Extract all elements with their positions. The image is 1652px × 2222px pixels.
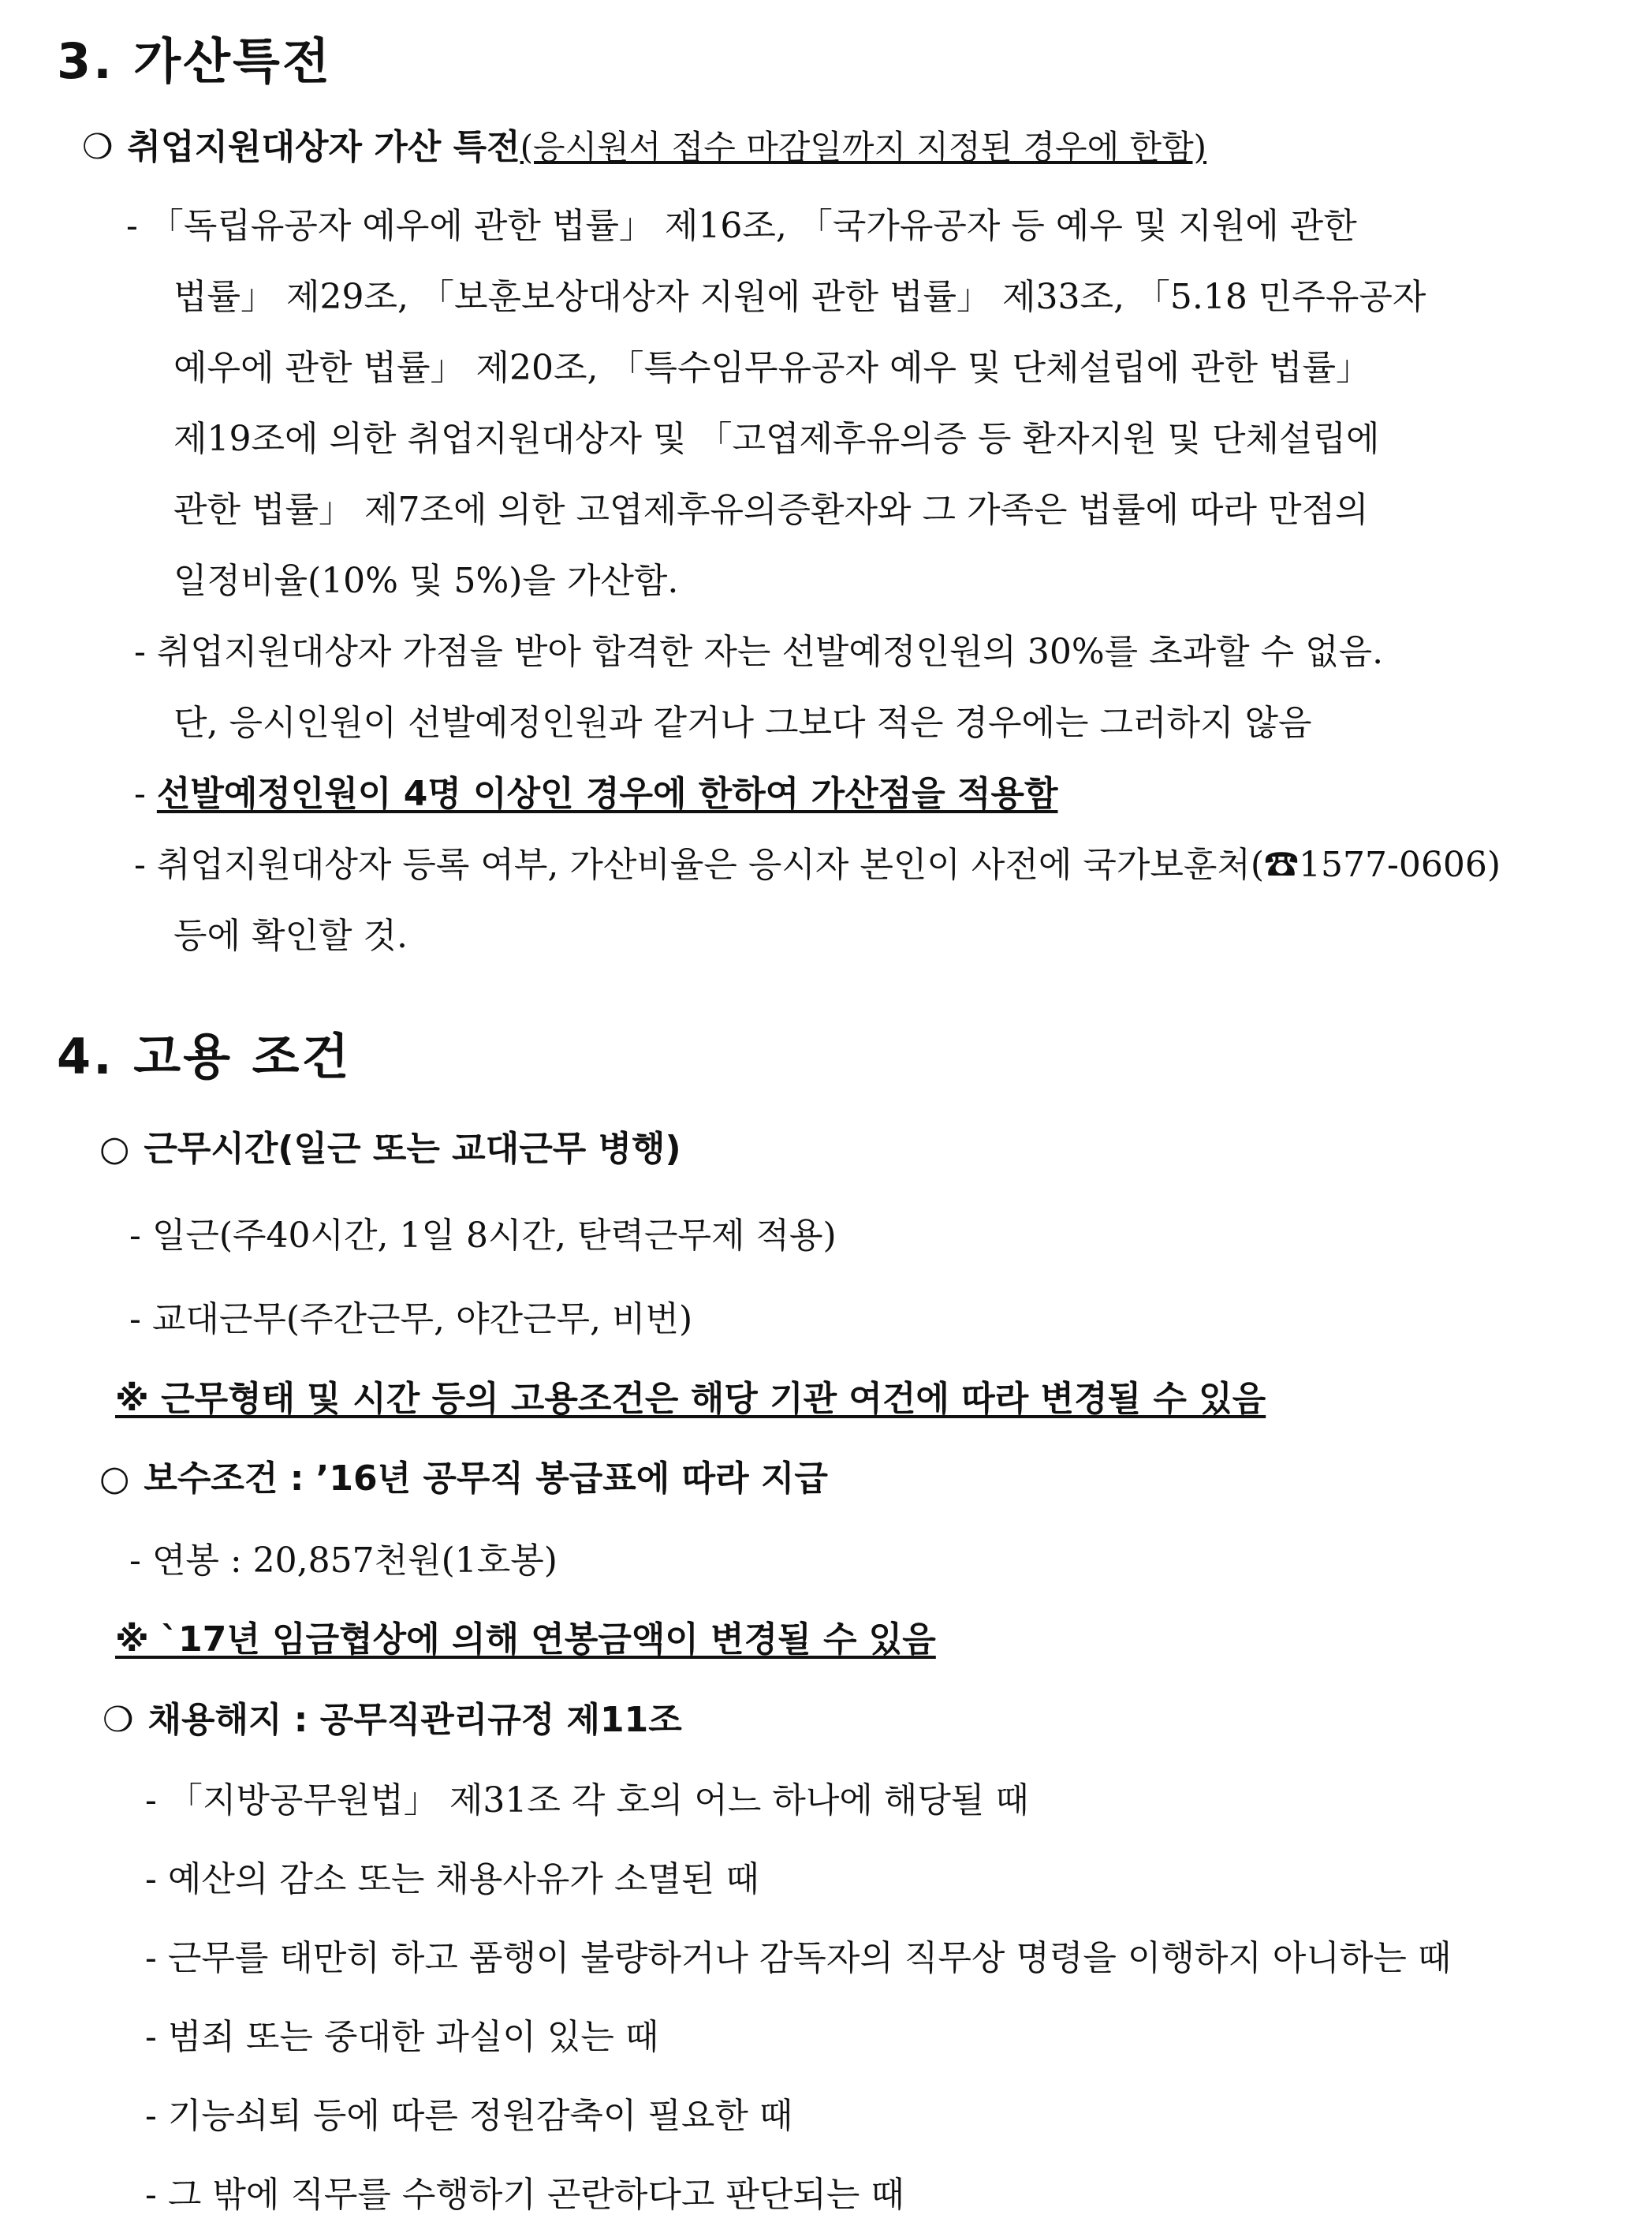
heading-text: 취업지원대상자 가산 특전 xyxy=(127,127,520,167)
termination-item: - 근무를 태만히 하고 품행이 불량하거나 감독자의 직무상 명령을 이행하지 아니하는 때 xyxy=(145,1938,1452,1978)
circle-bullet-icon: ❍ xyxy=(103,1700,134,1740)
termination-item: - 예산의 감소 또는 채용사유가 소멸된 때 xyxy=(145,1859,759,1899)
heading-text: 근무시간(일근 또는 교대근무 병행) xyxy=(144,1129,681,1169)
para1-line: 관한 법률」 제7조에 의한 고엽제후유의증환자와 그 가족은 법률에 따라 만점의 xyxy=(173,490,1369,530)
pay-note: ※ `17년 임금협상에 의해 연봉금액이 변경될 수 있음 xyxy=(115,1619,936,1660)
circle-bullet-icon: ○ xyxy=(99,1458,130,1499)
para1-line: 일정비율(10% 및 5%)을 가산함. xyxy=(173,561,679,601)
circle-bullet-icon: ❍ xyxy=(82,127,114,167)
heading-text: 보수조건 : ’16년 공무직 봉급표에 따라 지급 xyxy=(144,1458,828,1499)
work-hours-heading xyxy=(99,1120,681,1171)
para4-line: - 취업지원대상자 등록 여부, 가산비율은 응시자 본인이 사전에 국가보훈처(☎1577-0606) xyxy=(134,845,1501,885)
pay-heading xyxy=(99,1450,828,1500)
para2-line: 단, 응시인원이 선발예정인원과 같거나 그보다 적은 경우에는 그러하지 않음 xyxy=(173,703,1312,743)
para1-line: - 「독립유공자 예우에 관한 법률」 제16조, 「국가유공자 등 예우 및 지원에 관한 xyxy=(126,206,1357,246)
pay-item: - 연봉 : 20,857천원(1호봉) xyxy=(129,1540,558,1581)
circle-bullet-icon: ○ xyxy=(99,1129,130,1169)
termination-item: - 그 밖에 직무를 수행하기 곤란하다고 판단되는 때 xyxy=(145,2175,904,2215)
work-hours-item: - 일근(주40시간, 1일 8시간, 탄력근무제 적용) xyxy=(129,1216,837,1256)
termination-item: - 기능쇠퇴 등에 따른 정원감축이 필요한 때 xyxy=(145,2096,793,2136)
para1-line: 예우에 관한 법률」 제20조, 「특수임무유공자 예우 및 단체설립에 관한 법률」 xyxy=(173,348,1370,388)
section-3-heading xyxy=(82,118,1206,169)
para4-line: 등에 확인할 것. xyxy=(173,916,408,956)
para3-emphasis: 선발예정인원이 4명 이상인 경우에 한하여 가산점을 적용함 xyxy=(156,774,1058,814)
section-3-title: 3. 가산특전 xyxy=(57,32,332,90)
work-hours-item: - 교대근무(주간근무, 야간근무, 비번) xyxy=(129,1299,693,1339)
termination-heading xyxy=(103,1691,682,1742)
dash: - xyxy=(134,774,157,814)
section-4-title: 4. 고용 조건 xyxy=(57,1028,352,1085)
para1-line: 법률」 제29조, 「보훈보상대상자 지원에 관한 법률」 제33조, 「5.18 민주유공자 xyxy=(173,277,1426,317)
work-hours-note: ※ 근무형태 및 시간 등의 고용조건은 해당 기관 여건에 따라 변경될 수 있음 xyxy=(115,1379,1266,1419)
termination-item: - 「지방공무원법」 제31조 각 호의 어느 하나에 해당될 때 xyxy=(145,1780,1029,1821)
para3-line xyxy=(134,765,1057,816)
para1-line: 제19조에 의한 취업지원대상자 및 「고엽제후유의증 등 환자지원 및 단체설립에 xyxy=(173,419,1380,459)
heading-text: 채용해지 : 공무직관리규정 제11조 xyxy=(147,1700,682,1740)
termination-item: - 범죄 또는 중대한 과실이 있는 때 xyxy=(145,2017,659,2057)
para2-line: - 취업지원대상자 가점을 받아 합격한 자는 선발예정인원의 30%를 초과할 수 없음. xyxy=(134,632,1384,672)
heading-note: (응시원서 접수 마감일까지 지정된 경우에 한함) xyxy=(520,128,1207,166)
